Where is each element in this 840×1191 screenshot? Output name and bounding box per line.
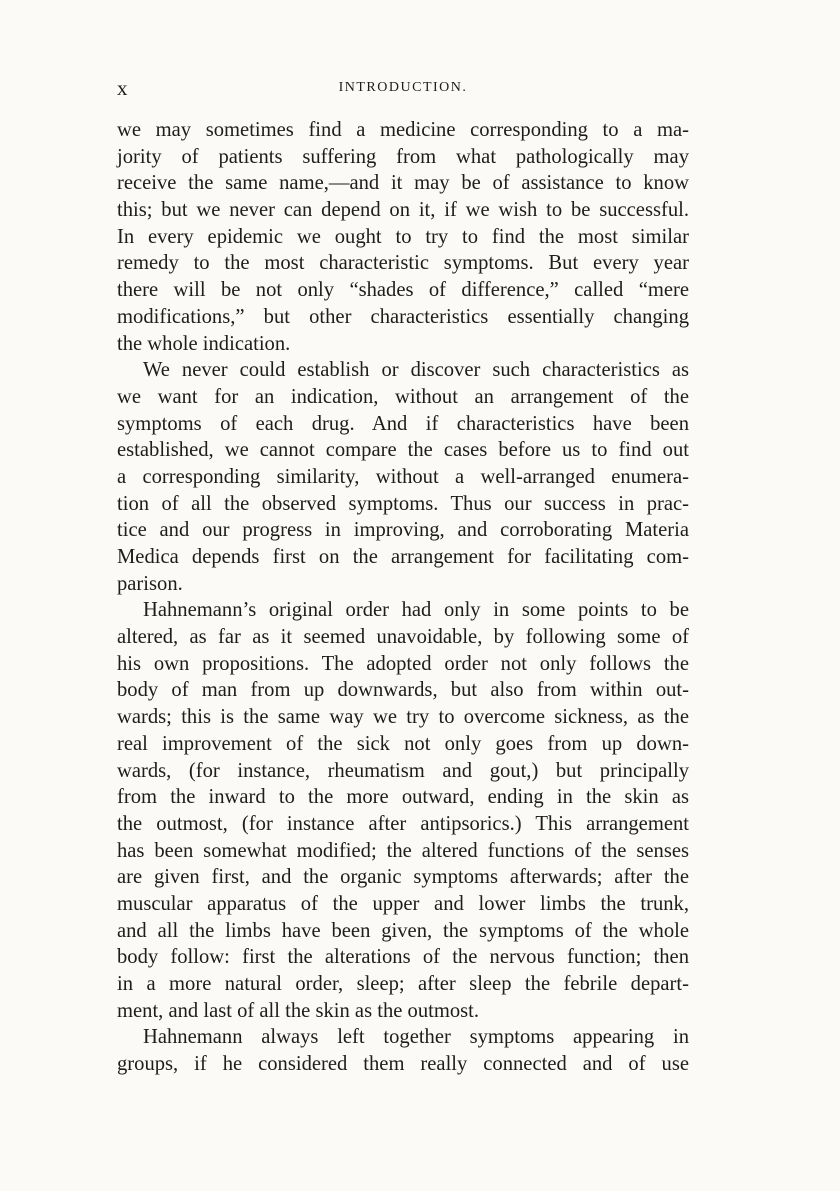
text-line: the outmost, (for instance after antipsorics.) This arrangement bbox=[117, 812, 689, 835]
text-line: tion of all the observed symptoms. Thus our success in prac- bbox=[117, 492, 689, 515]
text-line: tice and our progress in improving, and corroborating Materia bbox=[117, 519, 689, 542]
text-line: altered, as far as it seemed unavoidable, by following some of bbox=[117, 626, 689, 649]
text-line: are given first, and the organic symptoms afterwards; after the bbox=[117, 866, 689, 889]
text-line: We never could establish or discover such characteristics as bbox=[143, 359, 689, 382]
text-line: groups, if he considered them really connected and of use bbox=[117, 1053, 689, 1076]
text-line: real improvement of the sick not only goes from up down- bbox=[117, 732, 689, 755]
text-line: a corresponding similarity, without a well-arranged enumera- bbox=[117, 465, 689, 488]
text-line: has been somewhat modified; the altered functions of the senses bbox=[117, 839, 689, 862]
page-header bbox=[117, 76, 689, 106]
body-text bbox=[117, 117, 689, 1078]
text-line: from the inward to the more outward, ending in the skin as bbox=[117, 786, 689, 809]
text-line: wards, (for instance, rheumatism and gout,) but principally bbox=[117, 759, 689, 782]
text-line: his own propositions. The adopted order not only follows the bbox=[117, 652, 689, 675]
text-line: we want for an indication, without an arrangement of the bbox=[117, 385, 689, 408]
text-line: this; but we never can depend on it, if we wish to be successful. bbox=[117, 199, 689, 222]
text-line: and all the limbs have been given, the symptoms of the whole bbox=[117, 919, 689, 942]
text-line: we may sometimes find a medicine corresponding to a ma- bbox=[117, 119, 689, 141]
text-line: muscular apparatus of the upper and lower limbs the trunk, bbox=[117, 892, 689, 915]
text-line: established, we cannot compare the cases before us to find out bbox=[117, 439, 689, 462]
text-line: the whole indication. bbox=[117, 332, 291, 355]
text-line: parison. bbox=[117, 572, 183, 595]
text-line: there will be not only “shades of difference,” called “mere bbox=[117, 279, 689, 302]
text-line: wards; this is the same way we try to overcome sickness, as the bbox=[117, 706, 689, 729]
running-title: INTRODUCTION. bbox=[338, 80, 468, 95]
text-line: remedy to the most characteristic symptoms. But every year bbox=[117, 252, 689, 275]
text-line: receive the same name,—and it may be of assistance to know bbox=[117, 172, 689, 195]
text-line: body of man from up downwards, but also from within out- bbox=[117, 679, 689, 702]
text-line: symptoms of each drug. And if characteristics have been bbox=[117, 412, 689, 435]
text-line: in a more natural order, sleep; after sleep the febrile depart- bbox=[117, 973, 689, 995]
text-line: modifications,” but other characteristics essentially changing bbox=[117, 305, 689, 328]
text-line: Hahnemann’s original order had only in some points to be bbox=[143, 599, 689, 622]
text-line: jority of patients suffering from what pathologically may bbox=[117, 145, 689, 168]
text-line: body follow: first the alterations of the nervous function; then bbox=[117, 946, 689, 969]
text-line: Medica depends first on the arrangement for facilitating com- bbox=[117, 546, 689, 568]
page-number: x bbox=[117, 76, 129, 100]
text-line: ment, and last of all the skin as the outmost. bbox=[117, 999, 480, 1022]
text-line: Hahnemann always left together symptoms appearing in bbox=[143, 1026, 689, 1049]
text-line: In every epidemic we ought to try to find the most similar bbox=[117, 225, 689, 248]
